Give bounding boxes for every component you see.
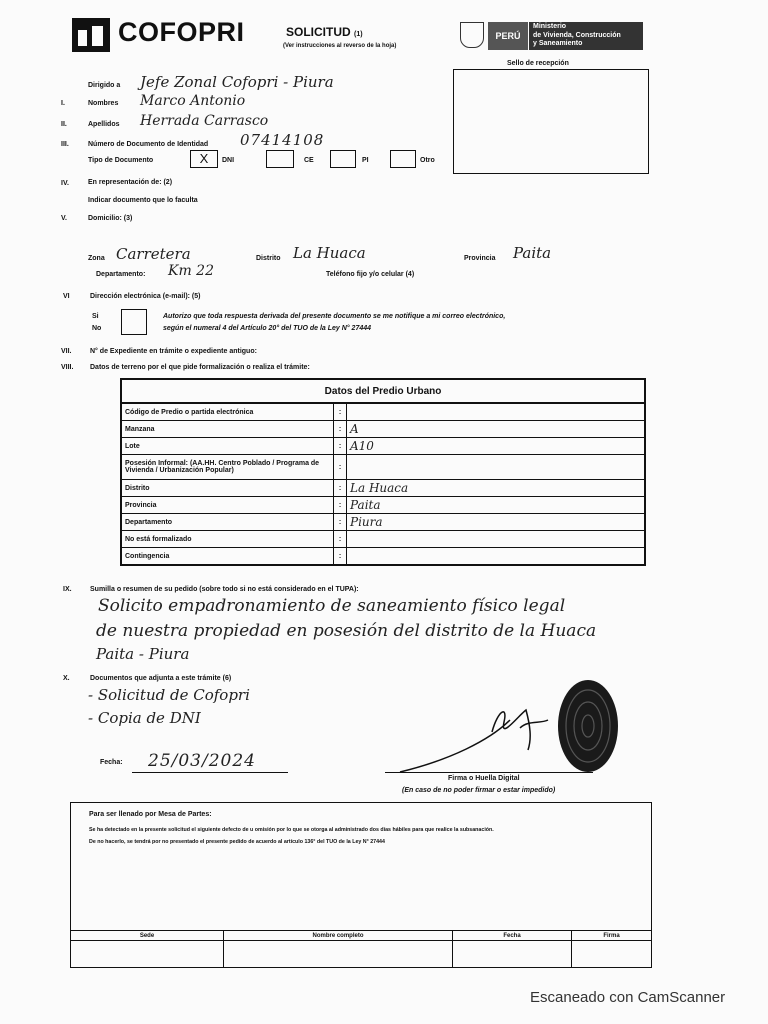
predio-row-value [347, 531, 646, 548]
si-label: Si [92, 313, 99, 320]
predio-row-value [347, 548, 646, 566]
predio-row-value [347, 403, 646, 421]
zona-value: Carretera [116, 245, 191, 263]
fecha-underline [132, 772, 288, 773]
fingerprint-mark [552, 676, 622, 776]
firma-note: (En caso de no poder firmar o estar impedido) [402, 787, 556, 794]
apellidos-value: Herrada Carrasco [140, 113, 269, 129]
dirigido-label: Dirigido a [88, 82, 121, 89]
cofopri-logo-text: COFOPRI [118, 17, 245, 47]
peru-banner: PERÚ [488, 22, 528, 50]
predio-row-value: Piura [347, 514, 646, 531]
table-row: Código de Predio o partida electrónica : [121, 403, 645, 421]
otro-label: Otro [420, 157, 435, 164]
predio-row-value: La Huaca [347, 480, 646, 497]
predio-row-label: Manzana [121, 421, 334, 438]
predio-row-value: Paita [347, 497, 646, 514]
signature-line [385, 772, 593, 773]
section-num-ix: IX. [63, 586, 72, 593]
predio-row-value: A [347, 421, 646, 438]
table-row: No está formalizado : [121, 531, 645, 548]
table-row: Manzana : A [121, 421, 645, 438]
cofopri-logo-icon [72, 18, 110, 52]
pi-checkbox[interactable] [330, 150, 356, 168]
email-label: Dirección electrónica (e-mail): (5) [90, 293, 201, 300]
predio-row-label: Código de Predio o partida electrónica [121, 403, 334, 421]
representacion-label: En representación de: (2) [88, 179, 173, 186]
section-num-v: V. [61, 215, 67, 222]
form-subtitle: (Ver instrucciones al reverso de la hoja) [283, 43, 397, 49]
mesa-col-nombre: Nombre completo [224, 931, 453, 941]
section-num-vi: VI [63, 293, 70, 300]
predio-row-label: Lote [121, 438, 334, 455]
mesa-col-sede: Sede [71, 931, 224, 941]
predio-table [120, 378, 646, 566]
table-row: Posesión Informal: (AA.HH. Centro Poblado / Programa de Vivienda / Urbanización Popular) : [121, 455, 645, 480]
resumen-line-2: de nuestra propiedad en posesión del distrito de la Huaca [96, 621, 597, 641]
mesa-cell [453, 941, 572, 968]
predio-table-title: Datos del Predio Urbano [121, 379, 645, 403]
predio-row-value: A10 [347, 438, 646, 455]
resumen-line-1: Solicito empadronamiento de saneamiento físico legal [98, 596, 566, 616]
documentos-label: Documentos que adjunta a este trámite (6) [90, 675, 232, 682]
seal-label: Sello de recepción [507, 60, 569, 67]
table-row: Distrito : La Huaca [121, 480, 645, 497]
departamento-label: Departamento: [96, 271, 146, 278]
section-num-i: I. [61, 100, 65, 107]
nombres-value: Marco Antonio [140, 93, 246, 109]
distrito-label: Distrito [256, 255, 281, 262]
dni-checkbox[interactable]: X [190, 150, 218, 168]
mesa-de-partes-box [70, 802, 652, 968]
datos-terreno-label: Datos de terreno por el que pide formalización o realiza el trámite: [90, 364, 310, 371]
no-label: No [92, 325, 102, 332]
section-num-x: X. [63, 675, 70, 682]
predio-row-label: Distrito [121, 480, 334, 497]
form-title: SOLICITUD (1) [286, 25, 363, 39]
fecha-value: 25/03/2024 [148, 751, 256, 771]
departamento-value: Km 22 [168, 263, 214, 279]
camscanner-watermark: Escaneado con CamScanner [530, 989, 726, 1006]
mesa-title: Para ser llenado por Mesa de Partes: [89, 811, 212, 818]
predio-row-value [347, 455, 646, 480]
predio-row-label: Departamento [121, 514, 334, 531]
table-row: Contingencia : [121, 548, 645, 566]
apellidos-label: Apellidos [88, 121, 120, 128]
predio-row-label: Contingencia [121, 548, 334, 566]
autorizo-text-2: según el numeral 4 del Artículo 20° del TUO de la Ley N° 27444 [163, 325, 372, 332]
zona-label: Zona [88, 255, 105, 262]
section-num-iii: III. [61, 141, 69, 148]
doc-number-label: Número de Documento de Identidad [88, 141, 209, 148]
dirigido-value: Jefe Zonal Cofopri - Piura [140, 73, 334, 91]
expediente-label: N° de Expediente en trámite o expediente antiguo: [90, 348, 257, 355]
predio-row-label: Posesión Informal: (AA.HH. Centro Poblado / Programa de Vivienda / Urbanización Popular) [121, 455, 334, 480]
resumen-line-3: Paita - Piura [96, 645, 190, 663]
table-row: Lote : A10 [121, 438, 645, 455]
pi-label: PI [362, 157, 369, 164]
email-authorization-checkbox[interactable] [121, 309, 147, 335]
table-row: Departamento : Piura [121, 514, 645, 531]
documento-item-2: - Copia de DNI [88, 709, 201, 727]
mesa-cell [572, 941, 652, 968]
peru-shield-icon [460, 22, 484, 48]
dni-label: DNI [222, 157, 235, 164]
nombres-label: Nombres [88, 100, 119, 107]
section-num-viii: VIII. [61, 364, 74, 371]
section-num-ii: II. [61, 121, 67, 128]
mesa-cell [224, 941, 453, 968]
mesa-cell [71, 941, 224, 968]
section-num-iv: IV. [61, 180, 69, 187]
ce-label: CE [304, 157, 314, 164]
autorizo-text-1: Autorizo que toda respuesta derivada del presente documento se me notifique a mi correo electrónico, [163, 313, 506, 320]
doc-number-value: 07414108 [240, 131, 325, 149]
predio-row-label: Provincia [121, 497, 334, 514]
ministry-banner: Ministerio de Vivienda, Construcción y Saneamiento [529, 22, 643, 50]
mesa-text-1: Se ha detectado en la presente solicitud el siguiente defecto de u omisión por lo que se otorga al administrado dos días hábiles para que realice la subsanación. [89, 827, 494, 833]
ce-checkbox[interactable] [266, 150, 294, 168]
mesa-text-2: De no hacerlo, se tendrá por no presentado el presente pedido de acuerdo al artículo 136° del TUO de la Ley N° 27444 [89, 839, 385, 845]
fecha-label: Fecha: [100, 759, 123, 766]
predio-row-label: No está formalizado [121, 531, 334, 548]
table-row: Provincia : Paita [121, 497, 645, 514]
tipo-doc-label: Tipo de Documento [88, 157, 154, 164]
distrito-value: La Huaca [293, 244, 366, 262]
provincia-value: Paita [513, 244, 552, 262]
mesa-col-firma: Firma [572, 931, 652, 941]
otro-checkbox[interactable] [390, 150, 416, 168]
reception-seal-box [453, 69, 649, 174]
resumen-label: Sumilla o resumen de su pedido (sobre todo si no está considerado en el TUPA): [90, 586, 359, 593]
mesa-table [71, 930, 651, 967]
documento-item-1: - Solicitud de Cofopri [88, 686, 250, 704]
firma-label: Firma o Huella Digital [448, 775, 520, 782]
indicar-documento-label: Indicar documento que lo faculta [88, 197, 198, 204]
provincia-label: Provincia [464, 255, 496, 262]
domicilio-label: Domicilio: (3) [88, 215, 133, 222]
section-num-vii: VII. [61, 348, 72, 355]
mesa-col-fecha: Fecha [453, 931, 572, 941]
telefono-label: Teléfono fijo y/o celular (4) [326, 271, 415, 278]
